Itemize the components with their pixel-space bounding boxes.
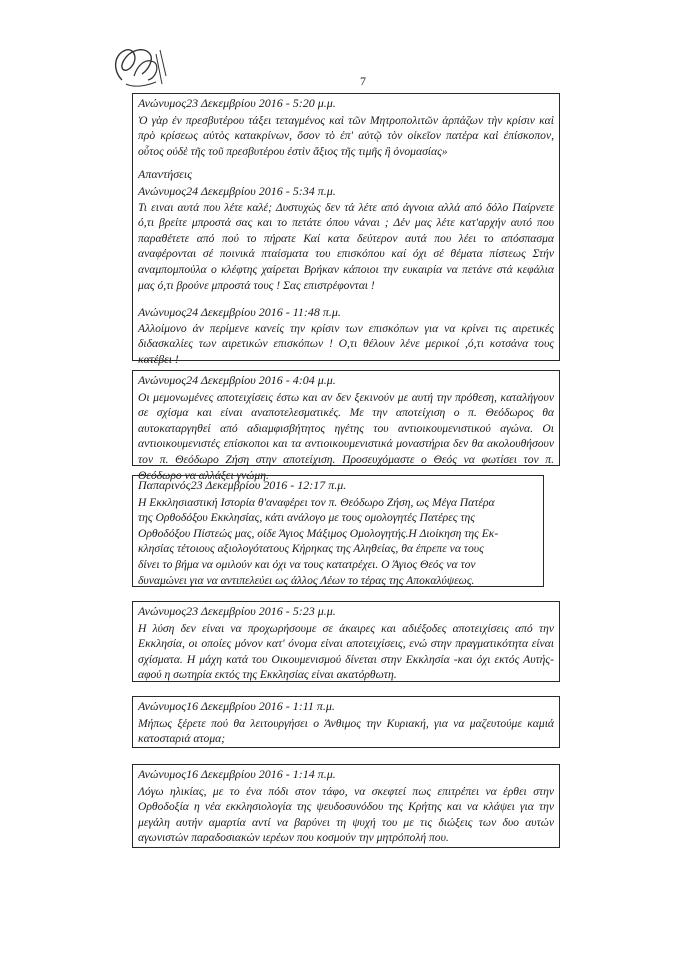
comment-block (132, 696, 560, 748)
comment-author-date: Ανώνυμος16 Δεκεμβρίου 2016 - 1:11 π.μ. (138, 699, 335, 713)
comment-author-date: Ανώνυμος24 Δεκεμβρίου 2016 - 4:04 μ.μ. (138, 373, 336, 387)
signature-stamp (104, 40, 184, 100)
comment-author-date: Ανώνυμος23 Δεκεμβρίου 2016 - 5:23 μ.μ. (138, 604, 336, 618)
replies-label: Απαντήσεις (138, 167, 193, 182)
comment-text: Οι μεμονωμένες αποτειχίσεις έστω και αν δεν ξεκινούν με αυτή την πρόθεση, καταλήγουν σε σχίσμα και είναι αναποτελεσματικές. Με την αποτείχιση ο π. Θεόδωρος θα αυτοκαταργηθεί από αδιαμφισβήτητος ηγέτης του αντιοικουμενιστικού αγώνα. Οι αντιοικουμενιστές επίσκοποι και τα αντιοικουμενιστικά μοναστήρια δεν θα ακολουθήσουν τον π. Θεόδωρο Ζήση στην αποτείχιση. Προσευχόμαστε ο Θεός να φωτίσει τον π. Θεόδωρο να αλλάξει γνώμη. (138, 390, 554, 482)
comment-line: δίνει το βήμα να ομιλούν και όχι να τους κατατρέχει. Ο Άγιος Θεός να τον (138, 557, 476, 571)
comment-author-date: Ανώνυμος23 Δεκεμβρίου 2016 - 5:20 μ.μ. (138, 96, 336, 110)
comment-block (132, 601, 560, 682)
comment-author-date: Παπαρινός23 Δεκεμβρίου 2016 - 12:17 π.μ. (138, 478, 347, 492)
comment-line: Ορθοδόξου Πίστεώς μας, οίδε Άγιος Μάξιμος Ομολογητής.Η Διοίκηση της Εκ- (138, 526, 499, 540)
comment-author-date: Ανώνυμος16 Δεκεμβρίου 2016 - 1:14 π.μ. (138, 767, 336, 781)
comment-block (132, 93, 560, 366)
reply-author-date: Ανώνυμος24 Δεκεμβρίου 2016 - 5:34 π.μ. (138, 183, 336, 198)
comment-line: της Ορθοδόξου Εκκλησίας, κάτι ανάλογο με τους ομολογητές Πατέρες της (138, 511, 475, 525)
comment-block (132, 370, 560, 482)
comment-text: Ὁ γὰρ ἐν πρεσβυτέρου τάξει τεταγμένος καὶ τῶν Μητροπολιτῶν ἁρπάζων τὴν κρίσιν καὶ πρὸ κρίσεως αὐτὸς κατακρίνων, ὅσον τὸ ἐπ' αὐτῷ τὸν οἰκεῖον πατέρα καὶ ἐπίσκοπον, οὗτος οὐδὲ τῆς τοῦ πρεσβυτέρου ἐστὶν ἄξιος τῆς τιμῆς ἢ ὀνομασίας» (138, 113, 554, 158)
reply-author-date: Ανώνυμος24 Δεκεμβρίου 2016 - 11:48 π.μ. (138, 305, 341, 320)
reply-text: Τι ειναι αυτά που λέτε καλέ; Δυστυχώς δεν τά λέτε από άγνοια αλλά από δόλο Παίρνετε ό,τι βρείτε μπροστά σας και το πετάτε όπου νάναι ; Δέν μας λέτε κατ'αρχήν αυτό που παραθέτετε από πού το πήρατε Καί κατα δεύτερον αυτά που λέει το απόσπασμα αναφέρονται σέ ποινικά πταίσματα του επισκόπου καί όχι σέ θέματα πίστεως Στήν αναμπομπούλα ο κλέφτης χαίρεται Βρήκαν κάποιοι την ευκαιρία να πετάνε στά κεφάλια μας ό,τι βρούνε μπροστά τους ! Σας επιστρέφονται ! (138, 200, 554, 292)
comment-text: Η λύση δεν είναι να προχωρήσουμε σε άκαιρες και αδιέξοδες αποτειχίσεις από την Εκκλησία, οι οποίες μόνον κατ' όνομα είναι αποτειχίσεις, ενώ στην πραγματικότητα είναι σχίσματα. Η μάχη κατά του Οικουμενισμού δίνεται στην Εκκλησία -και όχι εκτός Αυτής- αφού η σωτηρία εκτός της Εκκλησίας είναι ακατόρθωτη. (138, 621, 554, 682)
comment-block (132, 764, 560, 848)
comment-block (132, 475, 544, 587)
comment-line: Η Εκκλησιαστική Ιστορία θ'αναφέρει τον π. Θεόδωρο Ζήση, ως Μέγα Πατέρα (138, 495, 495, 509)
page-number: 7 (360, 74, 366, 88)
comment-line: δυναμώνει για να αντιπελεύει ως άλλος Λέων το τέρας της Αποκαλύψεως. (138, 573, 475, 587)
comment-line: κλησίας τέτοιους αξιολογότατους Κήρηκας της Αληθείας, θα έπρεπε να τους (138, 542, 484, 556)
comment-text: Μήπως ξέρετε πού θα λειτουργήσει ο Άνθιμος την Κυριακή, για να μαζευτούμε καμιά κατοσταριά ατομα; (138, 716, 554, 746)
comment-text: Λόγω ηλικίας, με το ένα πόδι στον τάφο, να σκεφτεί πως επιτρέπει να έρθει στην Ορθοδοξία η νέα εκκλησιολογία της ψευδοσυνόδου της Κρήτης και να κλάψει για την μεγάλη αυτήν αμαρτία αντί να βαρύνει τη ψυχή του με τις διώξεις των δυο αυτών αγωνιστών παραδοσιακών ιερέων που κοσμούν την μητρόπολή που. (138, 784, 554, 845)
reply-text: Αλλοίμονο άν περίμενε κανείς την κρίσιν των επισκόπων για να κρίνει τις αιρετικές διδασκαλίες των αιρετικών επισκόπων ! Ο,τι θέλουν λένε μερικοί ,ό,τι κοτσάνα τους κατέβει ! (138, 321, 554, 366)
